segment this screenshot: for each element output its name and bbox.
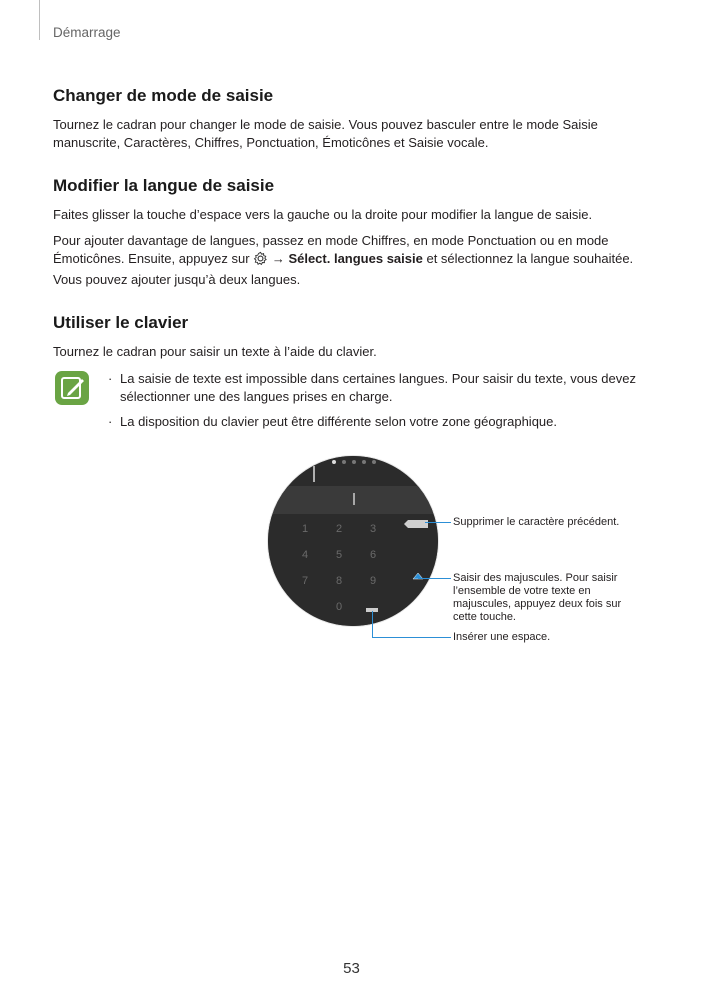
note-item: · La disposition du clavier peut être différente selon votre zone géographique. bbox=[108, 414, 557, 429]
note-text: La saisie de texte est impossible dans certaines langues. Pour saisir du texte, vous devez sélectionner une des langues prises en charge. bbox=[120, 371, 636, 404]
section-header: Démarrage bbox=[53, 25, 121, 40]
paragraph-ajouter-langues bbox=[53, 232, 653, 289]
callout-line-space bbox=[372, 637, 451, 638]
margin-line bbox=[39, 0, 40, 40]
paragraph-text-a: Pour ajouter davantage de langues, passez en mode Chiffres, en mode Ponctuation ou en mode Émoticônes. Ensuite, appuyez sur bbox=[53, 233, 609, 266]
paragraph-utiliser-clavier: Tournez le cadran pour saisir un texte à l’aide du clavier. bbox=[53, 344, 377, 359]
paragraph-changer-mode: Tournez le cadran pour changer le mode de saisie. Vous pouvez basculer entre le mode Saisie manuscrite, Caractères, Chiffres, Ponctuation, Émoticônes et Saisie vocale. bbox=[53, 117, 598, 150]
arrow-glyph: → bbox=[271, 251, 285, 266]
page-number: 53 bbox=[343, 960, 360, 977]
watch-key[interactable]: 7 bbox=[301, 575, 309, 587]
watch-key[interactable]: 2 bbox=[335, 523, 343, 535]
watch-key[interactable]: 8 bbox=[335, 575, 343, 587]
watch-key[interactable]: 4 bbox=[301, 549, 309, 561]
note-icon bbox=[55, 371, 89, 405]
heading-changer-mode: Changer de mode de saisie bbox=[53, 86, 274, 105]
paragraph-glisser-espace: Faites glisser la touche d’espace vers la gauche ou la droite pour modifier la langue de saisie. bbox=[53, 207, 593, 222]
watch-key[interactable]: 6 bbox=[369, 549, 377, 561]
callout-shift: Saisir des majuscules. Pour saisir l’ensemble de votre texte en majuscules, appuyez deux fois sur cette touche. bbox=[453, 572, 622, 623]
watch-key-grid bbox=[288, 516, 398, 620]
callout-line-shift bbox=[418, 578, 451, 579]
callout-line-delete bbox=[425, 522, 451, 523]
watch-key[interactable]: 5 bbox=[335, 549, 343, 561]
watch-key[interactable]: 3 bbox=[369, 523, 377, 535]
paragraph-text-b: et sélectionnez la langue souhaitée. Vous pouvez ajouter jusqu’à deux langues. bbox=[53, 251, 634, 287]
callout-delete: Supprimer le caractère précédent. bbox=[453, 516, 620, 528]
watch-key[interactable]: 9 bbox=[369, 575, 377, 587]
watch-key[interactable]: 0 bbox=[335, 601, 343, 613]
settings-icon bbox=[253, 251, 268, 271]
note-text: La disposition du clavier peut être différente selon votre zone géographique. bbox=[120, 414, 557, 429]
heading-modifier-langue: Modifier la langue de saisie bbox=[53, 176, 275, 195]
watch-key[interactable]: 1 bbox=[301, 523, 309, 535]
note-item: · La saisie de texte est impossible dans certaines langues. Pour saisir du texte, vous devez sélectionner une des langues prises en charge. bbox=[108, 371, 636, 404]
note-list bbox=[108, 370, 648, 438]
watch-keyboard-screenshot bbox=[267, 455, 439, 627]
callout-space: Insérer une espace. bbox=[453, 631, 551, 643]
heading-utiliser-clavier: Utiliser le clavier bbox=[53, 313, 189, 332]
menu-select-langues: Sélect. langues saisie bbox=[288, 251, 423, 266]
callout-line-space-vertical bbox=[372, 611, 373, 637]
